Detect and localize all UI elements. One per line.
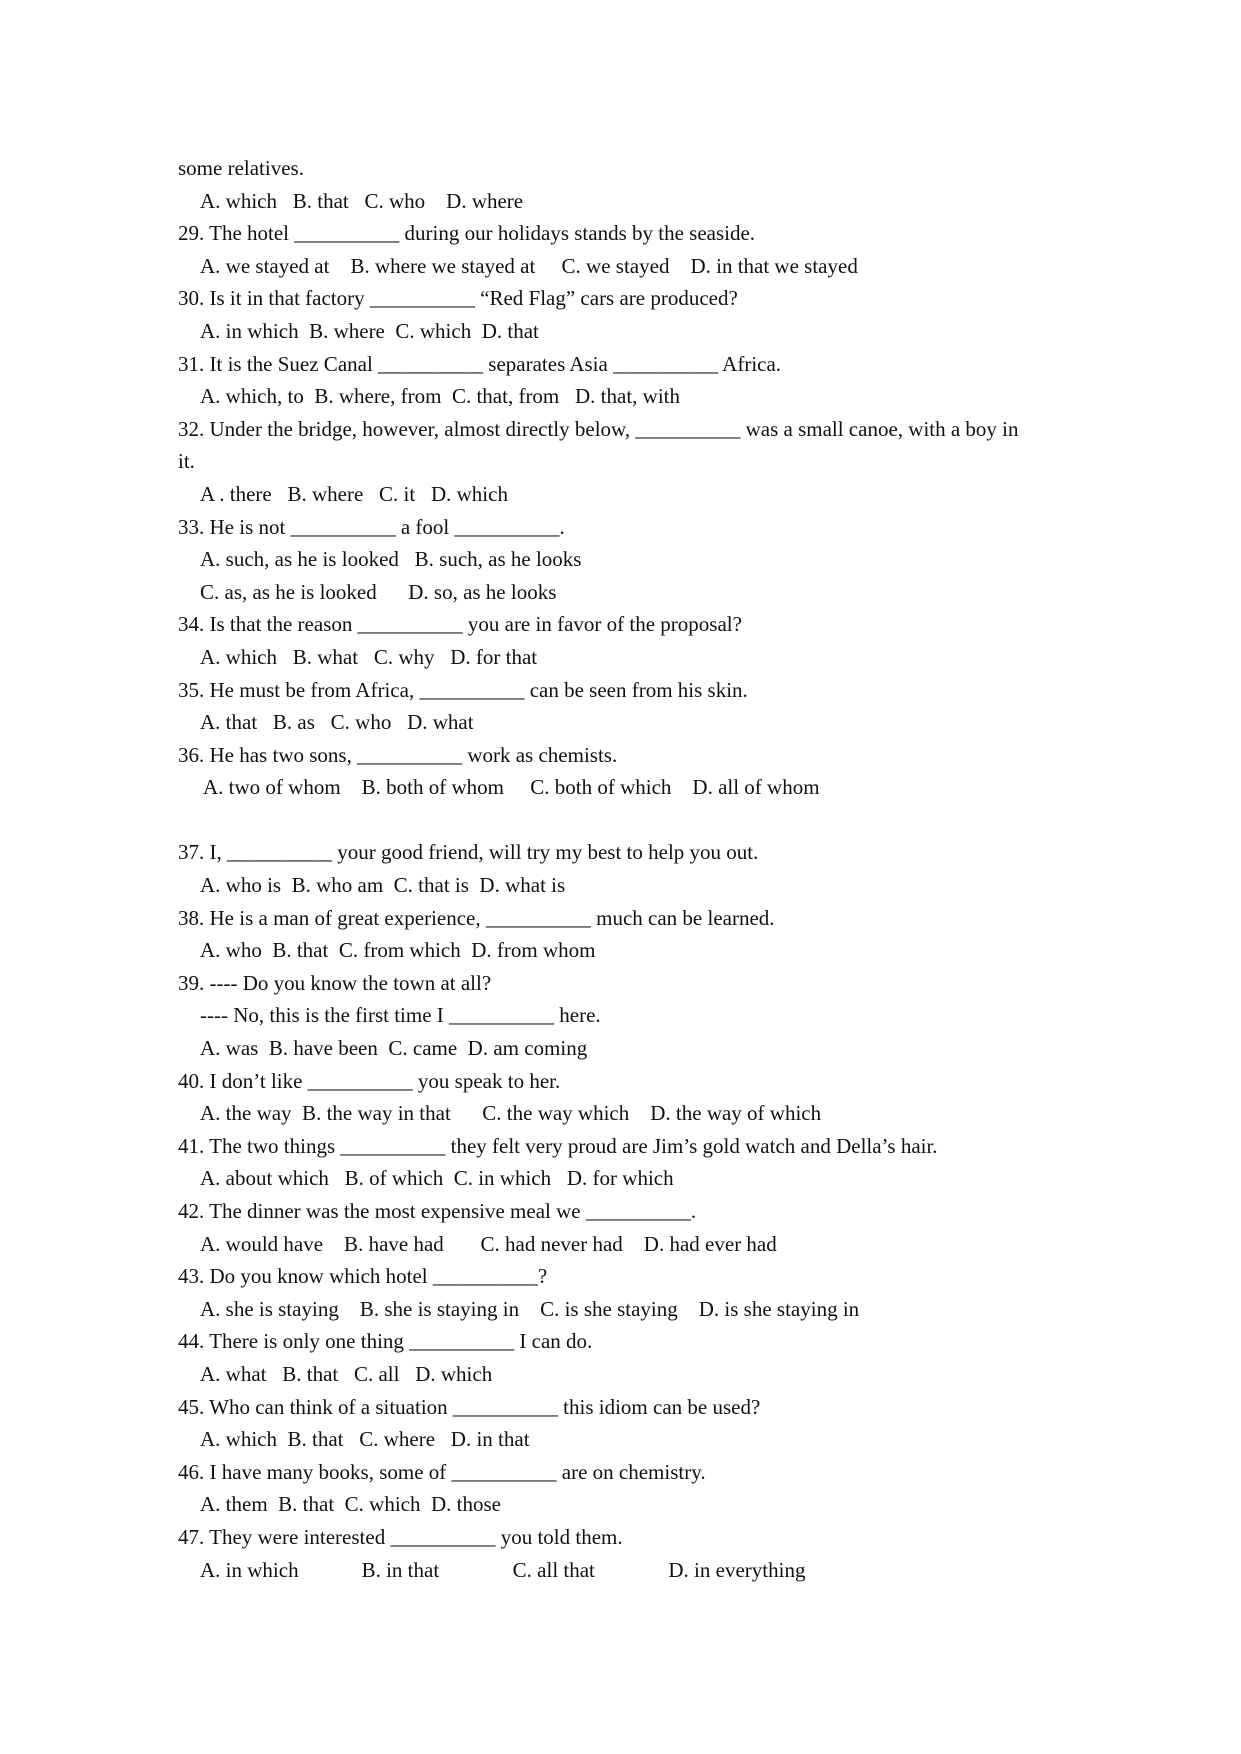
question-line: 33. He is not __________ a fool __________.: [178, 514, 565, 539]
answer-options-line: A. which B. that C. where D. in that: [200, 1427, 530, 1452]
answer-options-line: A. which B. that C. who D. where: [200, 188, 524, 213]
answer-options-line: A. in which B. in that C. all that D. in everything: [200, 1557, 806, 1582]
question-line: 29. The hotel __________ during our holidays stands by the seaside.: [178, 221, 756, 246]
answer-options-line: A. what B. that C. all D. which: [200, 1361, 493, 1386]
answer-options-line: A. that B. as C. who D. what: [200, 710, 474, 735]
answer-options-line: A. such, as he is looked B. such, as he looks: [200, 547, 582, 572]
worksheet-page: [178, 152, 1078, 1586]
question-line: 45. Who can think of a situation __________ this idiom can be used?: [178, 1394, 761, 1419]
answer-options-line: A. in which B. where C. which D. that: [200, 318, 539, 343]
question-line: 43. Do you know which hotel __________?: [178, 1264, 548, 1289]
question-line: 31. It is the Suez Canal __________ separates Asia __________ Africa.: [178, 351, 782, 376]
answer-options-line: A. which, to B. where, from C. that, from D. that, with: [200, 384, 681, 409]
question-line: 46. I have many books, some of __________ are on chemistry.: [178, 1459, 706, 1484]
answer-options-line: A. who B. that C. from which D. from whom: [200, 938, 596, 963]
answer-options-line: A. two of whom B. both of whom C. both of which D. all of whom: [203, 775, 820, 800]
question-line: 30. Is it in that factory __________ “Red Flag” cars are produced?: [178, 286, 738, 311]
answer-options-line: A. the way B. the way in that C. the way which D. the way of which: [200, 1101, 822, 1126]
question-line: 38. He is a man of great experience, __________ much can be learned.: [178, 905, 775, 930]
answer-options-line: A. we stayed at B. where we stayed at C. we stayed D. in that we stayed: [200, 253, 858, 278]
question-line: some relatives.: [178, 156, 304, 180]
blank-line: [178, 804, 1078, 837]
question-line: 42. The dinner was the most expensive meal we __________.: [178, 1199, 697, 1223]
question-line: 41. The two things __________ they felt very proud are Jim’s gold watch and Della’s hair.: [178, 1133, 938, 1158]
question-line: it.: [178, 449, 195, 474]
answer-options-line: A. which B. what C. why D. for that: [200, 644, 538, 669]
question-line: 47. They were interested __________ you told them.: [178, 1524, 623, 1549]
answer-options-line: A. was B. have been C. came D. am coming: [200, 1036, 588, 1061]
answer-options-line: A. about which B. of which C. in which D. for which: [200, 1166, 674, 1191]
question-line: 44. There is only one thing __________ I can do.: [178, 1329, 593, 1354]
answer-options-line: ---- No, this is the first time I __________ here.: [200, 1003, 601, 1028]
question-line: 39. ---- Do you know the town at all?: [178, 970, 492, 995]
question-line: 35. He must be from Africa, __________ can be seen from his skin.: [178, 677, 748, 702]
answer-options-line: A. would have B. have had C. had never had D. had ever had: [200, 1231, 777, 1256]
answer-options-line: A . there B. where C. it D. which: [200, 481, 508, 506]
question-line: 36. He has two sons, __________ work as chemists.: [178, 742, 618, 767]
answer-options-line: C. as, as he is looked D. so, as he looks: [200, 579, 557, 604]
answer-options-line: A. them B. that C. which D. those: [200, 1492, 501, 1517]
question-line: 40. I don’t like __________ you speak to her.: [178, 1068, 561, 1093]
question-line: 34. Is that the reason __________ you are in favor of the proposal?: [178, 612, 742, 637]
question-line: 32. Under the bridge, however, almost directly below, __________ was a small canoe, with a boy in: [178, 416, 1019, 441]
question-line: 37. I, __________ your good friend, will try my best to help you out.: [178, 840, 759, 865]
answer-options-line: A. she is staying B. she is staying in C. is she staying D. is she staying in: [200, 1296, 860, 1321]
answer-options-line: A. who is B. who am C. that is D. what is: [200, 873, 566, 898]
